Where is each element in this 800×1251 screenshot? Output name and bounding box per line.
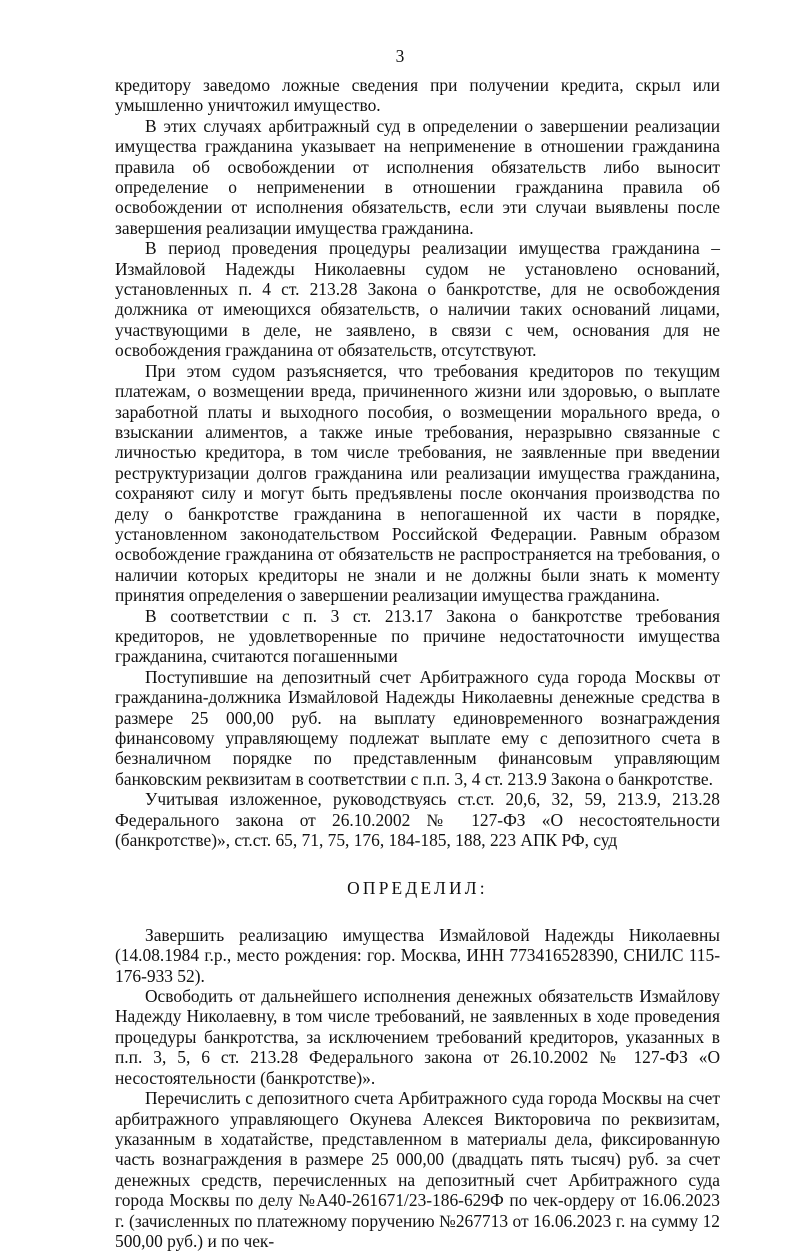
paragraph: В этих случаях арбитражный суд в определении о завершении реализации имущества гражданина указывает на неприменение в отношении гражданина правила об освобождении от исполнения обязательств либо выносит определение о неприменении в отношении гражданина правила об освобождении от исполнения обязательств, если эти случаи выявлены после завершения реализации имущества гражданина. [115, 115, 720, 238]
resolution-section [115, 925, 720, 1251]
paragraph: В соответствии с п. 3 ст. 213.17 Закона о банкротстве требования кредиторов, не удовлетворенные по причине недостаточности имущества гражданина, считаются погашенными [115, 605, 720, 667]
paragraph: В период проведения процедуры реализации имущества гражданина – Измайловой Надежды Николаевны судом не установлено оснований, установленных п. 4 ст. 213.28 Закона о банкротстве, для не освобождения должника от имеющихся обязательств, о наличии таких оснований лицами, участвующими в деле, не заявлено, в связи с чем, основания для не освобождения гражданина от обязательств, отсутствуют. [115, 238, 720, 361]
paragraph: Перечислить с депозитного счета Арбитражного суда города Москвы на счет арбитражного управляющего Окунева Алексея Викторовича по реквизитам, указанным в ходатайстве, представленном в материалы дела, фиксированную часть вознаграждения в размере 25 000,00 (двадцать пять тысяч) руб. за счет денежных средств, перечисленных на депозитный счет Арбитражного суда города Москвы по делу №А40-261671/23-186-629Ф по чек-ордеру от 16.06.2023 г. (зачисленных по платежному поручению №267713 от 16.06.2023 г. на сумму 12 500,00 руб.) и по чек- [115, 1088, 720, 1251]
paragraph: Поступившие на депозитный счет Арбитражного суда города Москвы от гражданина-должника Измайловой Надежды Николаевны денежные средства в размере 25 000,00 руб. на выплату единовременного вознаграждения финансовому управляющему подлежат выплате ему с депозитного счета в безналичном порядке по представленным финансовым управляющим банковским реквизитам в соответствии с п.п. 3, 4 ст. 213.9 Закона о банкротстве. [115, 666, 720, 789]
paragraph: кредитору заведомо ложные сведения при получении кредита, скрыл или умышленно уничтожил имущество. [115, 75, 720, 116]
paragraph: Завершить реализацию имущества Измайловой Надежды Николаевны (14.08.1984 г.р., место рождения: гор. Москва, ИНН 773416528390, СНИЛС 115-176-933 52). [115, 924, 720, 986]
page-number: 3 [395, 46, 405, 66]
paragraph: Освободить от дальнейшего исполнения денежных обязательств Измайлову Надежду Николаевну, в том числе требований, не заявленных в ходе проведения процедуры банкротства, за исключением требований кредиторов, указанных в п.п. 3, 5, 6 ст. 213.28 Федерального закона от 26.10.2002 № 127-ФЗ «О несостоятельности (банкротстве)». [115, 986, 720, 1088]
resolution-heading: ОПРЕДЕЛИЛ: [347, 878, 488, 899]
paragraph: Учитывая изложенное, руководствуясь ст.ст. 20,6, 32, 59, 213.9, 213.28 Федерального закона от 26.10.2002 № 127-ФЗ «О несостоятельности (банкротстве)», ст.ст. 65, 71, 75, 176, 184-185, 188, 223 АПК РФ, суд [115, 789, 720, 851]
document-body [115, 75, 720, 1251]
reasoning-section [115, 75, 720, 850]
paragraph: При этом судом разъясняется, что требования кредиторов по текущим платежам, о возмещении вреда, причиненного жизни или здоровью, о выплате заработной платы и выходного пособия, о возмещении морального вреда, о взыскании алиментов, а также иные требования, неразрывно связанные с личностью кредитора, в том числе требования, не заявленные при введении реструктуризации долгов гражданина или реализации имущества гражданина, сохраняют силу и могут быть предъявлены после окончания производства по делу о банкротстве гражданина в непогашенной их части в порядке, установленном законодательством Российской Федерации. Равным образом освобождение гражданина от обязательств не распространяется на требования, о наличии которых кредиторы не знали и не должны были знать к моменту принятия определения о завершении реализации имущества гражданина. [115, 360, 720, 606]
